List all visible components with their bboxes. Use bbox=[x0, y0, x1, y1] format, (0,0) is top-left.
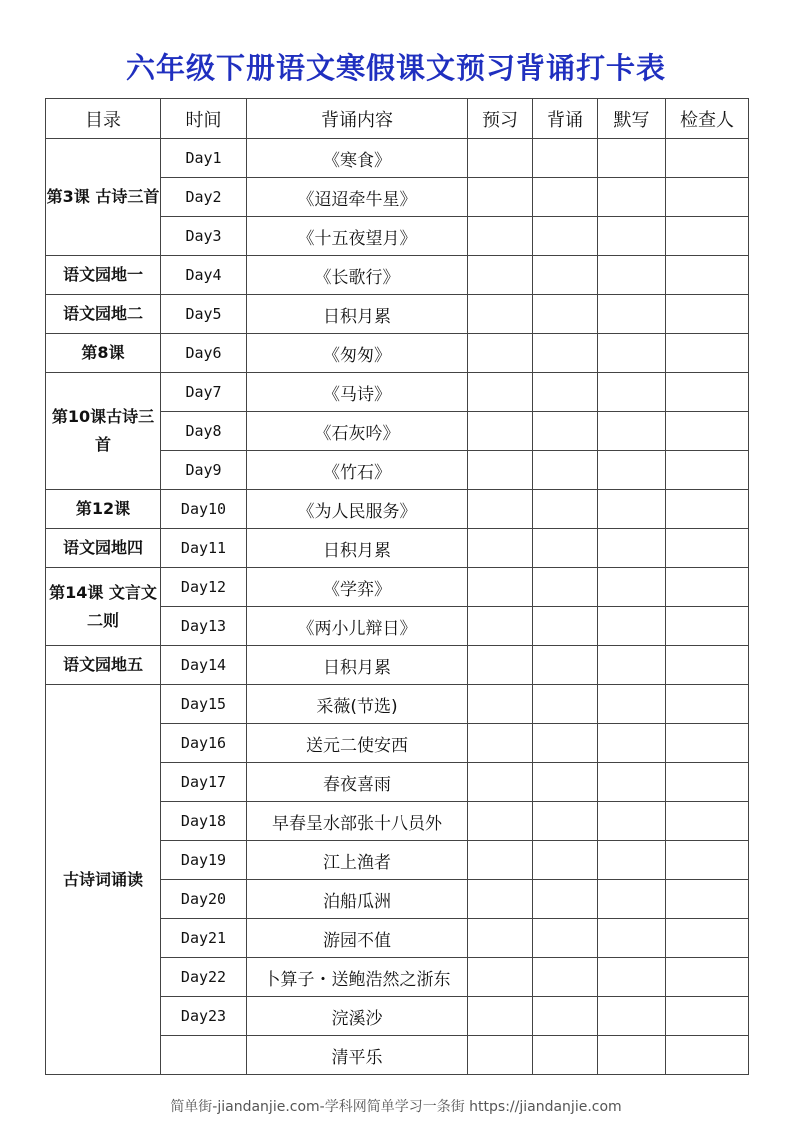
preview-check-cell[interactable] bbox=[468, 568, 533, 607]
preview-check-cell[interactable] bbox=[468, 1036, 533, 1075]
header-catalog: 目录 bbox=[46, 99, 161, 139]
recite-check-cell[interactable] bbox=[533, 763, 598, 802]
dictation-check-cell[interactable] bbox=[598, 802, 666, 841]
checker-cell[interactable] bbox=[666, 295, 749, 334]
dictation-check-cell[interactable] bbox=[598, 1036, 666, 1075]
lesson-cell: 语文园地二 bbox=[46, 295, 161, 334]
preview-check-cell[interactable] bbox=[468, 451, 533, 490]
recite-check-cell[interactable] bbox=[533, 451, 598, 490]
day-cell: Day22 bbox=[161, 958, 247, 997]
recite-check-cell[interactable] bbox=[533, 607, 598, 646]
day-cell bbox=[161, 1036, 247, 1075]
checker-cell[interactable] bbox=[666, 412, 749, 451]
checker-cell[interactable] bbox=[666, 217, 749, 256]
preview-check-cell[interactable] bbox=[468, 724, 533, 763]
recite-check-cell[interactable] bbox=[533, 256, 598, 295]
checker-cell[interactable] bbox=[666, 685, 749, 724]
content-cell: 《匆匆》 bbox=[247, 334, 468, 373]
dictation-check-cell[interactable] bbox=[598, 841, 666, 880]
dictation-check-cell[interactable] bbox=[598, 451, 666, 490]
preview-check-cell[interactable] bbox=[468, 802, 533, 841]
table-row bbox=[46, 256, 749, 295]
day-cell: Day20 bbox=[161, 880, 247, 919]
dictation-check-cell[interactable] bbox=[598, 568, 666, 607]
dictation-check-cell[interactable] bbox=[598, 295, 666, 334]
preview-check-cell[interactable] bbox=[468, 763, 533, 802]
day-cell: Day13 bbox=[161, 607, 247, 646]
dictation-check-cell[interactable] bbox=[598, 607, 666, 646]
content-cell: 《长歌行》 bbox=[247, 256, 468, 295]
dictation-check-cell[interactable] bbox=[598, 685, 666, 724]
table-header-row bbox=[46, 99, 749, 139]
lesson-cell: 第14课 文言文二则 bbox=[46, 568, 161, 646]
content-cell: 春夜喜雨 bbox=[247, 763, 468, 802]
lesson-cell: 语文园地一 bbox=[46, 256, 161, 295]
day-cell: Day10 bbox=[161, 490, 247, 529]
content-cell: 采薇(节选) bbox=[247, 685, 468, 724]
checker-cell[interactable] bbox=[666, 880, 749, 919]
recite-check-cell[interactable] bbox=[533, 802, 598, 841]
recite-check-cell[interactable] bbox=[533, 295, 598, 334]
preview-check-cell[interactable] bbox=[468, 334, 533, 373]
day-cell: Day4 bbox=[161, 256, 247, 295]
checker-cell[interactable] bbox=[666, 568, 749, 607]
content-cell: 《寒食》 bbox=[247, 139, 468, 178]
recite-check-cell[interactable] bbox=[533, 724, 598, 763]
content-cell: 送元二使安西 bbox=[247, 724, 468, 763]
content-cell: 浣溪沙 bbox=[247, 997, 468, 1036]
checker-cell[interactable] bbox=[666, 919, 749, 958]
checker-cell[interactable] bbox=[666, 373, 749, 412]
dictation-check-cell[interactable] bbox=[598, 334, 666, 373]
checker-cell[interactable] bbox=[666, 490, 749, 529]
day-cell: Day2 bbox=[161, 178, 247, 217]
dictation-check-cell[interactable] bbox=[598, 490, 666, 529]
day-cell: Day19 bbox=[161, 841, 247, 880]
watermark: 简单街-jiandanjie.com-学科网简单学习一条街 https://jiandanjie.com bbox=[170, 1099, 622, 1115]
checker-cell[interactable] bbox=[666, 763, 749, 802]
recite-check-cell[interactable] bbox=[533, 958, 598, 997]
day-cell: Day21 bbox=[161, 919, 247, 958]
lesson-cell: 第10课古诗三首 bbox=[46, 373, 161, 490]
table-row bbox=[46, 295, 749, 334]
day-cell: Day11 bbox=[161, 529, 247, 568]
checker-cell[interactable] bbox=[666, 451, 749, 490]
lesson-cell: 第8课 bbox=[46, 334, 161, 373]
dictation-check-cell[interactable] bbox=[598, 217, 666, 256]
recite-check-cell[interactable] bbox=[533, 1036, 598, 1075]
checker-cell[interactable] bbox=[666, 646, 749, 685]
recite-check-cell[interactable] bbox=[533, 880, 598, 919]
table-row bbox=[46, 334, 749, 373]
content-cell: 《为人民服务》 bbox=[247, 490, 468, 529]
header-checker: 检查人 bbox=[666, 99, 749, 139]
content-cell: 《迢迢牵牛星》 bbox=[247, 178, 468, 217]
table-row bbox=[46, 373, 749, 412]
content-cell: 早春呈水部张十八员外 bbox=[247, 802, 468, 841]
checker-cell[interactable] bbox=[666, 724, 749, 763]
recite-check-cell[interactable] bbox=[533, 178, 598, 217]
table-row bbox=[46, 568, 749, 607]
preview-check-cell[interactable] bbox=[468, 256, 533, 295]
preview-check-cell[interactable] bbox=[468, 958, 533, 997]
recite-check-cell[interactable] bbox=[533, 373, 598, 412]
preview-check-cell[interactable] bbox=[468, 646, 533, 685]
header-time: 时间 bbox=[161, 99, 247, 139]
day-cell: Day15 bbox=[161, 685, 247, 724]
day-cell: Day1 bbox=[161, 139, 247, 178]
page-title: 六年级下册语文寒假课文预习背诵打卡表 bbox=[125, 51, 666, 85]
day-cell: Day8 bbox=[161, 412, 247, 451]
header-preview: 预习 bbox=[468, 99, 533, 139]
dictation-check-cell[interactable] bbox=[598, 412, 666, 451]
recite-check-cell[interactable] bbox=[533, 139, 598, 178]
day-cell: Day16 bbox=[161, 724, 247, 763]
day-cell: Day5 bbox=[161, 295, 247, 334]
recite-check-cell[interactable] bbox=[533, 217, 598, 256]
day-cell: Day17 bbox=[161, 763, 247, 802]
recite-check-cell[interactable] bbox=[533, 997, 598, 1036]
dictation-check-cell[interactable] bbox=[598, 373, 666, 412]
recite-check-cell[interactable] bbox=[533, 646, 598, 685]
day-cell: Day6 bbox=[161, 334, 247, 373]
preview-check-cell[interactable] bbox=[468, 295, 533, 334]
preview-check-cell[interactable] bbox=[468, 178, 533, 217]
content-cell: 江上渔者 bbox=[247, 841, 468, 880]
preview-check-cell[interactable] bbox=[468, 685, 533, 724]
preview-check-cell[interactable] bbox=[468, 412, 533, 451]
recite-check-cell[interactable] bbox=[533, 685, 598, 724]
lesson-cell: 语文园地四 bbox=[46, 529, 161, 568]
content-cell: 《石灰吟》 bbox=[247, 412, 468, 451]
preview-check-cell[interactable] bbox=[468, 997, 533, 1036]
preview-check-cell[interactable] bbox=[468, 841, 533, 880]
lesson-cell: 古诗词诵读 bbox=[46, 685, 161, 1075]
day-cell: Day12 bbox=[161, 568, 247, 607]
dictation-check-cell[interactable] bbox=[598, 139, 666, 178]
recite-check-cell[interactable] bbox=[533, 490, 598, 529]
checker-cell[interactable] bbox=[666, 1036, 749, 1075]
content-cell: 日积月累 bbox=[247, 646, 468, 685]
day-cell: Day14 bbox=[161, 646, 247, 685]
recite-check-cell[interactable] bbox=[533, 334, 598, 373]
checker-cell[interactable] bbox=[666, 802, 749, 841]
content-cell: 卜算子・送鲍浩然之浙东 bbox=[247, 958, 468, 997]
table-row bbox=[46, 529, 749, 568]
lesson-cell: 第12课 bbox=[46, 490, 161, 529]
day-cell: Day9 bbox=[161, 451, 247, 490]
header-recite: 背诵 bbox=[533, 99, 598, 139]
content-cell: 清平乐 bbox=[247, 1036, 468, 1075]
checker-cell[interactable] bbox=[666, 529, 749, 568]
recite-check-cell[interactable] bbox=[533, 841, 598, 880]
lesson-cell: 语文园地五 bbox=[46, 646, 161, 685]
dictation-check-cell[interactable] bbox=[598, 178, 666, 217]
header-content: 背诵内容 bbox=[247, 99, 468, 139]
content-cell: 《两小儿辩日》 bbox=[247, 607, 468, 646]
checker-cell[interactable] bbox=[666, 841, 749, 880]
checker-cell[interactable] bbox=[666, 997, 749, 1036]
recite-check-cell[interactable] bbox=[533, 529, 598, 568]
content-cell: 游园不值 bbox=[247, 919, 468, 958]
day-cell: Day3 bbox=[161, 217, 247, 256]
checker-cell[interactable] bbox=[666, 256, 749, 295]
preview-check-cell[interactable] bbox=[468, 373, 533, 412]
dictation-check-cell[interactable] bbox=[598, 763, 666, 802]
checker-cell[interactable] bbox=[666, 607, 749, 646]
preview-check-cell[interactable] bbox=[468, 919, 533, 958]
dictation-check-cell[interactable] bbox=[598, 997, 666, 1036]
dictation-check-cell[interactable] bbox=[598, 919, 666, 958]
content-cell: 《十五夜望月》 bbox=[247, 217, 468, 256]
dictation-check-cell[interactable] bbox=[598, 880, 666, 919]
preview-check-cell[interactable] bbox=[468, 529, 533, 568]
content-cell: 《竹石》 bbox=[247, 451, 468, 490]
header-dictation: 默写 bbox=[598, 99, 666, 139]
preview-check-cell[interactable] bbox=[468, 139, 533, 178]
recite-check-cell[interactable] bbox=[533, 568, 598, 607]
content-cell: 日积月累 bbox=[247, 529, 468, 568]
recite-check-cell[interactable] bbox=[533, 412, 598, 451]
checker-cell[interactable] bbox=[666, 139, 749, 178]
dictation-check-cell[interactable] bbox=[598, 529, 666, 568]
recite-check-cell[interactable] bbox=[533, 919, 598, 958]
checker-cell[interactable] bbox=[666, 334, 749, 373]
table-row bbox=[46, 139, 749, 178]
checker-cell[interactable] bbox=[666, 178, 749, 217]
checkin-table bbox=[45, 98, 749, 1075]
dictation-check-cell[interactable] bbox=[598, 724, 666, 763]
dictation-check-cell[interactable] bbox=[598, 958, 666, 997]
dictation-check-cell[interactable] bbox=[598, 646, 666, 685]
day-cell: Day23 bbox=[161, 997, 247, 1036]
preview-check-cell[interactable] bbox=[468, 607, 533, 646]
content-cell: 泊船瓜洲 bbox=[247, 880, 468, 919]
day-cell: Day7 bbox=[161, 373, 247, 412]
preview-check-cell[interactable] bbox=[468, 490, 533, 529]
day-cell: Day18 bbox=[161, 802, 247, 841]
preview-check-cell[interactable] bbox=[468, 880, 533, 919]
table-row bbox=[46, 646, 749, 685]
lesson-cell: 第3课 古诗三首 bbox=[46, 139, 161, 256]
preview-check-cell[interactable] bbox=[468, 217, 533, 256]
content-cell: 《马诗》 bbox=[247, 373, 468, 412]
dictation-check-cell[interactable] bbox=[598, 256, 666, 295]
checker-cell[interactable] bbox=[666, 958, 749, 997]
content-cell: 《学弈》 bbox=[247, 568, 468, 607]
content-cell: 日积月累 bbox=[247, 295, 468, 334]
table-row bbox=[46, 490, 749, 529]
table-row bbox=[46, 685, 749, 724]
